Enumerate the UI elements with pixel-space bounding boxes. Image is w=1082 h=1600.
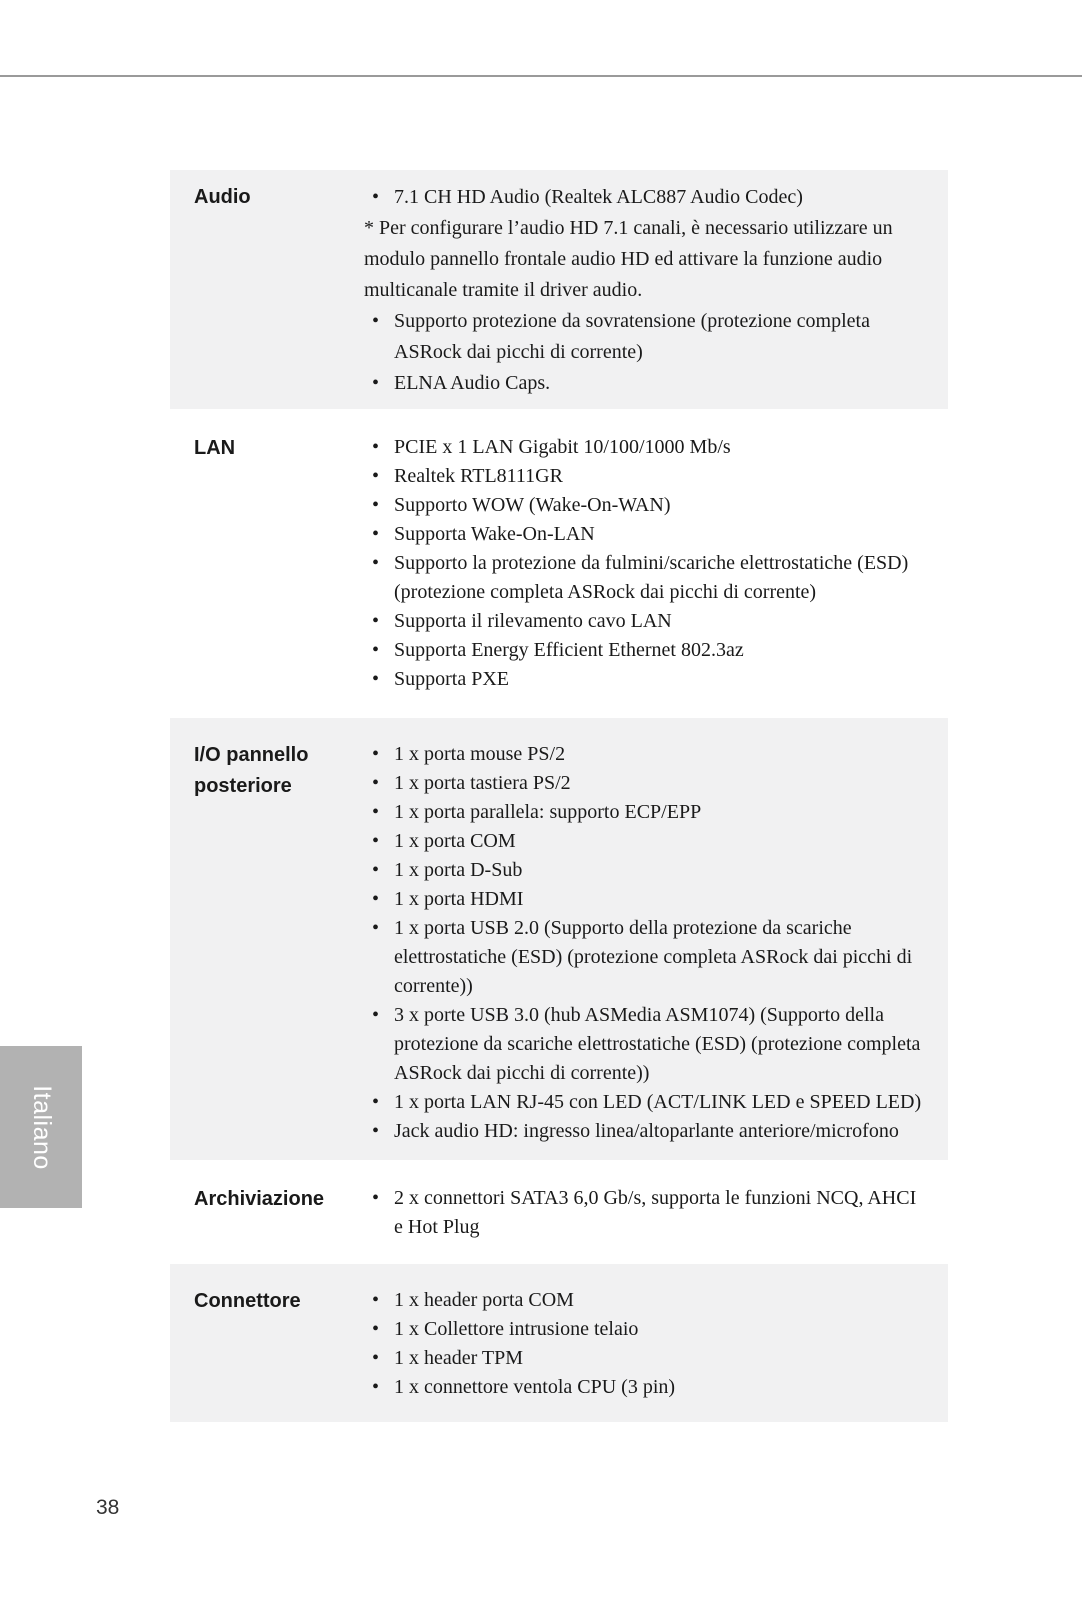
- header-rule: [0, 75, 1082, 77]
- list-item: • 1 x porta COM: [364, 827, 924, 856]
- row-content: [364, 182, 924, 399]
- list-item: • Supporta Wake-On-LAN: [364, 520, 924, 549]
- page-number: 38: [96, 1496, 120, 1519]
- list-item: • Supporta Energy Efficient Ethernet 802.3az: [364, 636, 924, 665]
- row-label: Archiviazione: [194, 1188, 325, 1210]
- list-item: • Supporta il rilevamento cavo LAN: [364, 607, 924, 636]
- list-item: • Jack audio HD: ingresso linea/altoparlante anteriore/microfono: [364, 1117, 924, 1146]
- list-item: • 1 x Collettore intrusione telaio: [364, 1315, 924, 1344]
- list-item: • 1 x connettore ventola CPU (3 pin): [364, 1373, 924, 1402]
- list-item: • 1 x porta parallela: supporto ECP/EPP: [364, 798, 924, 827]
- list-item: • 1 x header TPM: [364, 1344, 924, 1373]
- list-item: • 1 x porta tastiera PS/2: [364, 769, 924, 798]
- list-item: • 1 x header porta COM: [364, 1286, 924, 1315]
- row-content: [364, 740, 924, 1146]
- row-label: Audio: [194, 186, 251, 208]
- row-content: [364, 1184, 924, 1242]
- list-item: • 1 x porta D-Sub: [364, 856, 924, 885]
- list-item: • Supporto protezione da sovratensione (protezione completa ASRock dai picchi di corrente): [364, 306, 924, 368]
- list-item: • PCIE x 1 LAN Gigabit 10/100/1000 Mb/s: [364, 433, 924, 462]
- list-item: • 3 x porte USB 3.0 (hub ASMedia ASM1074) (Supporto della protezione da scariche elettrostatiche (ESD) (protezione completa ASRock dai picchi di corrente)): [364, 1001, 924, 1088]
- language-tab-label: Italiano: [27, 1084, 56, 1170]
- list-item: • 2 x connettori SATA3 6,0 Gb/s, supporta le funzioni NCQ, AHCI e Hot Plug: [364, 1184, 924, 1242]
- row-content: [364, 1286, 924, 1402]
- row-label: Connettore: [194, 1290, 301, 1312]
- audio-note: * Per configurare l’audio HD 7.1 canali, è necessario utilizzare un modulo pannello frontale audio HD ed attivare la funzione audio multicanale tramite il driver audio.: [364, 217, 893, 301]
- list-item: • Supporta PXE: [364, 665, 924, 694]
- list-item: • 1 x porta HDMI: [364, 885, 924, 914]
- row-label: I/O pannello posteriore: [194, 744, 309, 797]
- list-item: • Realtek RTL8111GR: [364, 462, 924, 491]
- list-item: • ELNA Audio Caps.: [364, 368, 924, 399]
- list-item: • Supporto WOW (Wake-On-WAN): [364, 491, 924, 520]
- list-item: • 1 x porta mouse PS/2: [364, 740, 924, 769]
- list-item: • 7.1 CH HD Audio (Realtek ALC887 Audio Codec): [364, 182, 924, 213]
- spec-row-audio: [170, 170, 948, 409]
- spec-row-connector: [170, 1264, 948, 1422]
- row-content: [364, 433, 924, 694]
- language-tab: [0, 1046, 82, 1208]
- spec-row-storage: [170, 1172, 948, 1254]
- list-item: • 1 x porta USB 2.0 (Supporto della protezione da scariche elettrostatiche (ESD) (protezione completa ASRock dai picchi di corrente)): [364, 914, 924, 1001]
- list-item: • 1 x porta LAN RJ-45 con LED (ACT/LINK LED e SPEED LED): [364, 1088, 924, 1117]
- spec-row-rear-io: [170, 718, 948, 1160]
- spec-row-lan: [170, 421, 948, 704]
- row-label: LAN: [194, 437, 236, 459]
- spec-table: [170, 170, 948, 1422]
- list-item: • Supporto la protezione da fulmini/scariche elettrostatiche (ESD) (protezione completa ASRock dai picchi di corrente): [364, 549, 924, 607]
